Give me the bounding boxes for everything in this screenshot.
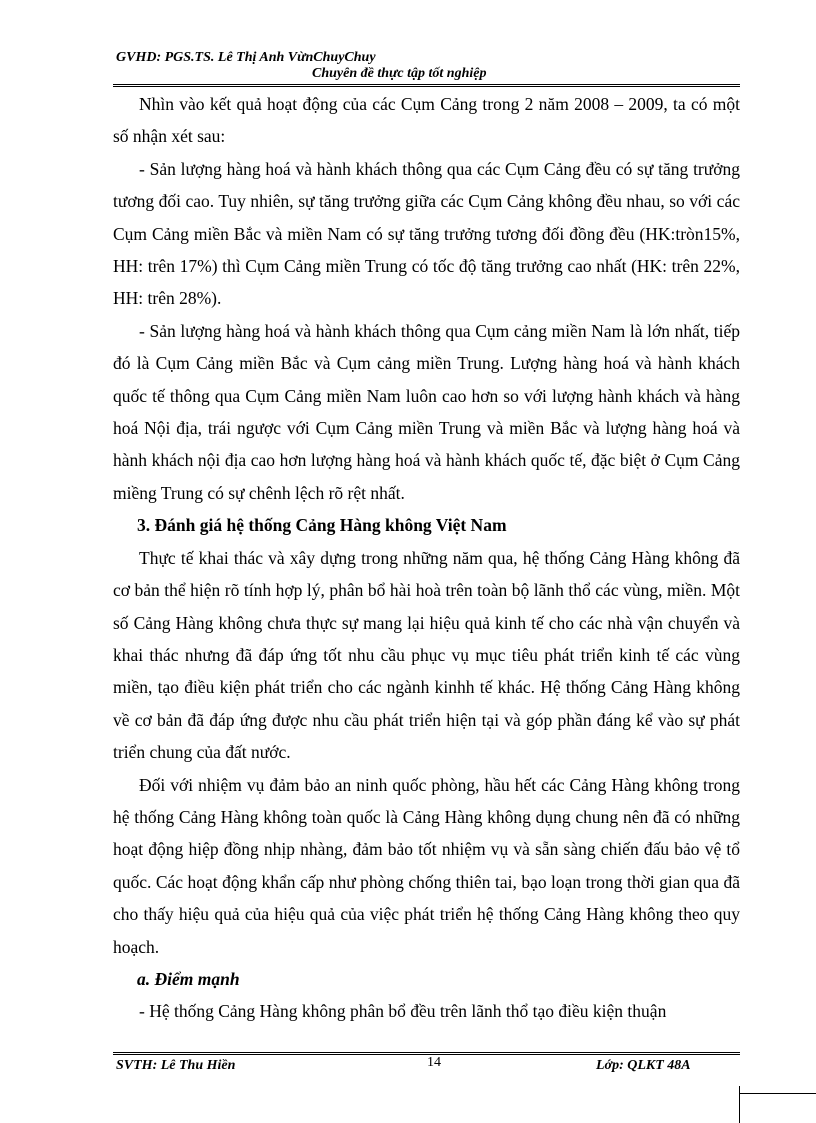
subsection-heading: a. Điểm mạnh bbox=[137, 968, 240, 989]
paragraph: - Sản lượng hàng hoá và hành khách thông qua các Cụm Cảng đều có sự tăng trưởng tương đối cao. Tuy nhiên, sự tăng trưởng giữa các Cụm Cảng không đều nhau, so với các Cụm Cảng miền Bắc và miền Nam có sự tăng trưởng tương đối đồng đều (HK:tròn15%, HH: trên 17%) thì Cụm Cảng miền Trung có tốc độ tăng trưởng cao nhất (HK: trên 22%, HH: trên 28%). bbox=[113, 158, 740, 309]
paragraph: Đối với nhiệm vụ đảm bảo an ninh quốc phòng, hầu hết các Cảng Hàng không trong hệ thống Cảng Hàng không toàn quốc là Cảng Hàng không dụng chung nên đã có những hoạt động hiệp đồng nhịp nhàng, đảm bảo tốt nhiệm vụ và sẵn sàng chiến đấu bảo vệ tổ quốc. Các hoạt động khẩn cấp như phòng chống thiên tai, bạo loạn trong thời gian qua đã cho thấy hiệu quả của hiệu quả của việc phát triển hệ thống Cảng Hàng không theo quy hoạch. bbox=[113, 774, 740, 957]
header-advisor: GVHD: PGS.TS. Lê Thị Anh VừnChuyChuy bbox=[116, 50, 376, 65]
page-number: 14 bbox=[427, 1055, 441, 1070]
crop-mark-horizontal bbox=[739, 1093, 816, 1094]
footer-student: SVTH: Lê Thu Hiền bbox=[116, 1058, 236, 1073]
section-heading: 3. Đánh giá hệ thống Cảng Hàng không Việt Nam bbox=[137, 515, 507, 536]
footer-class: Lớp: QLKT 48A bbox=[596, 1058, 691, 1073]
header-title: Chuyên đề thực tập tốt nghiệp bbox=[312, 66, 487, 81]
paragraph: - Hệ thống Cảng Hàng không phân bổ đều trên lãnh thổ tạo điều kiện thuận bbox=[139, 1001, 667, 1022]
document-body bbox=[113, 88, 740, 1028]
paragraph: - Sản lượng hàng hoá và hành khách thông qua Cụm cảng miền Nam là lớn nhất, tiếp đó là Cụm Cảng miền Bắc và Cụm cảng miền Trung. Lượng hàng hoá và hành khách quốc tế thông qua Cụm Cảng miền Nam luôn cao hơn so với lượng hành khách và hàng hoá Nội địa, trái ngược với Cụm Cảng miền Trung và miền Bắc và lượng hàng hoá và hành khách nội địa cao hơn lượng hàng hoá và hành khách quốc tế, đặc biệt ở Cụm Cảng miềng Trung có sự chênh lệch rõ rệt nhất. bbox=[113, 320, 740, 503]
paragraph: Nhìn vào kết quả hoạt động của các Cụm Cảng trong 2 năm 2008 – 2009, ta có một số nhận xét sau: bbox=[113, 94, 740, 147]
crop-mark-vertical bbox=[739, 1086, 740, 1123]
header-rule bbox=[113, 84, 740, 87]
paragraph: Thực tế khai thác và xây dựng trong những năm qua, hệ thống Cảng Hàng không đã cơ bản thể hiện rõ tính hợp lý, phân bổ hài hoà trên toàn bộ lãnh thổ các vùng, miền. Một số Cảng Hàng không chưa thực sự mang lại hiệu quả kinh tế cho các nhà vận chuyển và khai thác nhưng đã đáp ứng tốt nhu cầu phục vụ mục tiêu phát triển kinh tế các vùng miền, tạo điều kiện phát triển cho các ngành kinhh tế khác. Hệ thống Cảng Hàng không về cơ bản đã đáp ứng được nhu cầu phát triển hiện tại và góp phần đáng kể vào sự phát triển chung của đất nước. bbox=[113, 547, 740, 763]
